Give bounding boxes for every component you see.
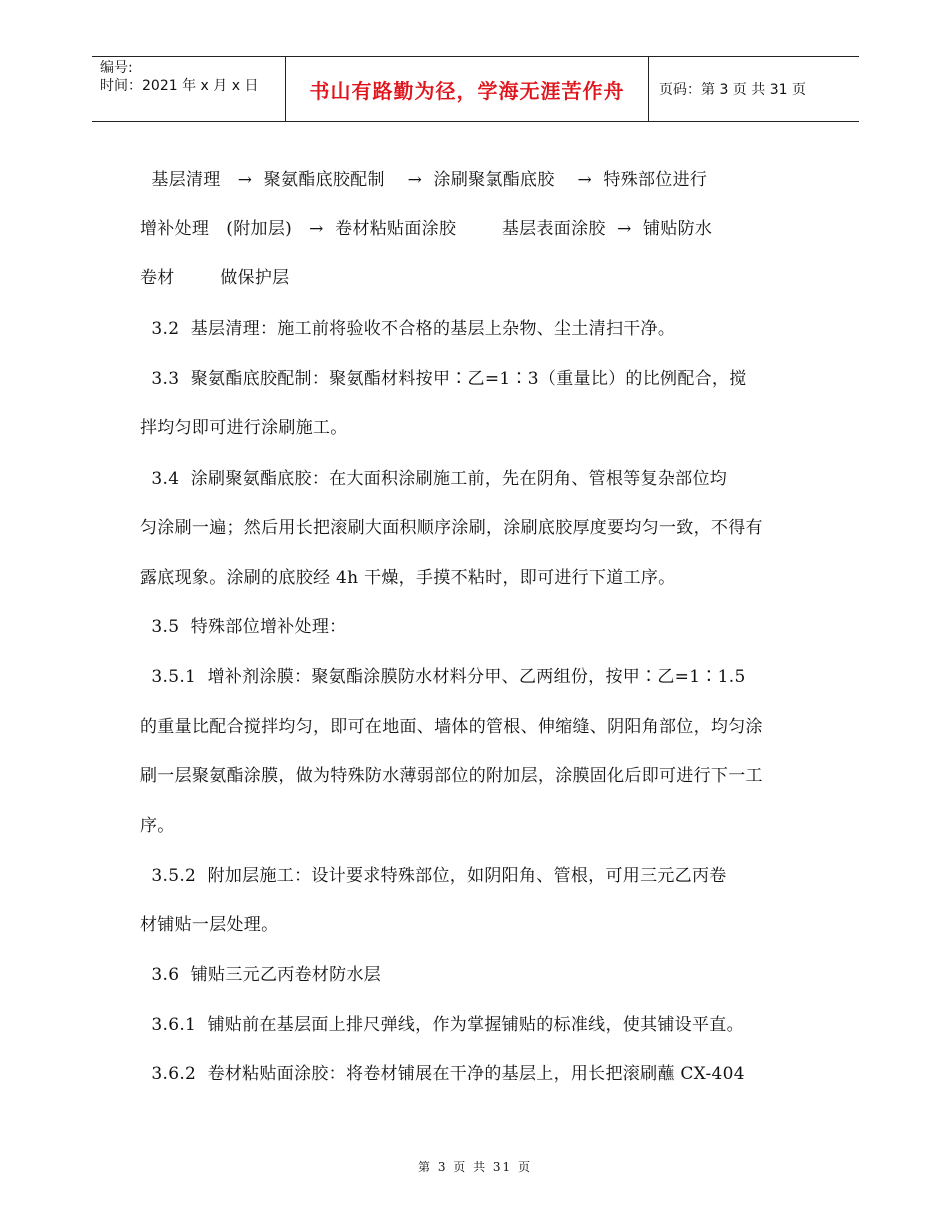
- header-page-info: 页码：第 3 页 共 31 页: [659, 82, 806, 98]
- body-line: 3.6.2 卷材粘贴面涂胶：将卷材铺展在干净的基层上，用长把滚刷蘸 CX-404: [140, 1064, 745, 1084]
- document-date: 时间：2021 年 x 月 x 日: [100, 78, 259, 94]
- body-line: 基层清理 → 聚氨酯底胶配制 → 涂刷聚氯酯底胶 → 特殊部位进行: [140, 170, 708, 190]
- body-line: 3.2 基层清理：施工前将验收不合格的基层上杂物、尘土清扫干净。: [140, 319, 676, 339]
- header-motto: 书山有路勤为径，学海无涯苦作舟: [309, 78, 625, 103]
- body-line: 刷一层聚氨酯涂膜，做为特殊防水薄弱部位的附加层，涂膜固化后即可进行下一工: [140, 766, 763, 786]
- body-line: 3.3 聚氨酯底胶配制：聚氨酯材料按甲∶乙=1∶3（重量比）的比例配合，搅: [140, 369, 747, 389]
- body-line: 3.6.1 铺贴前在基层面上排尺弹线，作为掌握铺贴的标准线，使其铺设平直。: [140, 1015, 744, 1035]
- header-meta: [100, 57, 285, 121]
- page-header: [92, 56, 859, 122]
- body-line: 序。: [140, 816, 175, 836]
- body-line: 材铺贴一层处理。: [140, 915, 279, 935]
- body-line: 的重量比配合搅拌均匀，即可在地面、墙体的管根、伸缩缝、阴阳角部位，均匀涂: [140, 717, 763, 737]
- page-footer: 第 3 页 共 31 页: [418, 1160, 532, 1174]
- body-line: 露底现象。涂刷的底胶经 4h 干燥，手摸不粘时，即可进行下道工序。: [140, 568, 676, 588]
- body-line: 3.4 涂刷聚氨酯底胶：在大面积涂刷施工前，先在阴角、管根等复杂部位均: [140, 469, 728, 489]
- body-line: 3.5.2 附加层施工：设计要求特殊部位，如阴阳角、管根，可用三元乙丙卷: [140, 866, 727, 886]
- body-line: 匀涂刷一遍；然后用长把滚刷大面积顺序涂刷，涂刷底胶厚度要均匀一致，不得有: [140, 518, 763, 538]
- body-line: 3.5 特殊部位增补处理：: [140, 617, 347, 637]
- body-line: 卷材 做保护层: [140, 268, 290, 288]
- document-number-label: 编号:: [100, 60, 133, 76]
- body-line: 拌均匀即可进行涂刷施工。: [140, 418, 348, 438]
- body-line: 增补处理 (附加层) → 卷材粘贴面涂胶 基层表面涂胶 → 铺贴防水: [140, 219, 713, 239]
- body-line: 3.5.1 增补剂涂膜：聚氨酯涂膜防水材料分甲、乙两组份，按甲∶乙=1∶1.5: [140, 667, 746, 687]
- body-line: 3.6 铺贴三元乙丙卷材防水层: [140, 965, 382, 985]
